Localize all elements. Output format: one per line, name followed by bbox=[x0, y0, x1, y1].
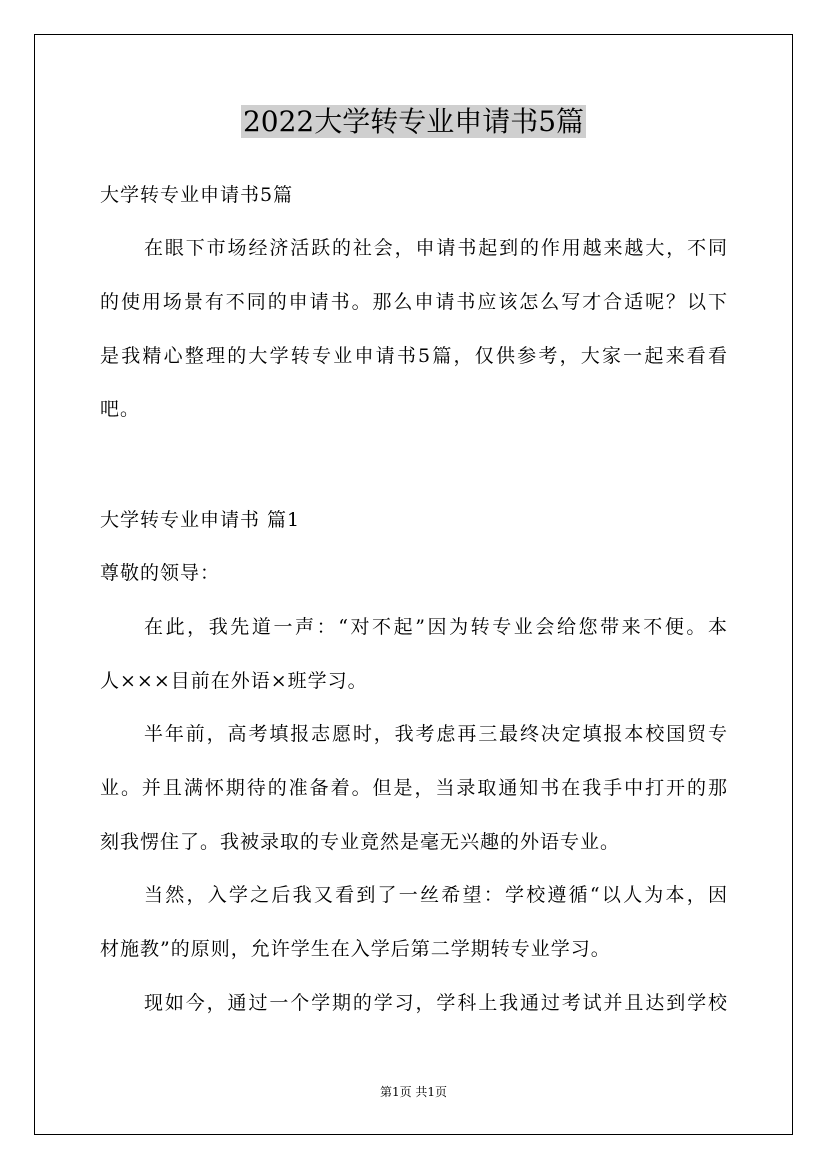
paragraph-line: 材施教”的原则，允许学生在入学后第二学期转专业学习。 bbox=[100, 938, 611, 960]
document-title: 2022大学转专业申请书5篇 bbox=[242, 105, 585, 138]
section-heading: 大学转专业申请书5篇 bbox=[100, 184, 294, 206]
salutation: 尊敬的领导： bbox=[100, 562, 221, 584]
paragraph-line: 现如今，通过一个学期的学习，学科上我通过考试并且达到学校 bbox=[144, 992, 728, 1014]
paragraph-line: 是我精心整理的大学转专业申请书5篇，仅供参考，大家一起来看看 bbox=[100, 345, 728, 367]
paragraph-line: 刻我愣住了。我被录取的专业竟然是毫无兴趣的外语专业。 bbox=[100, 831, 621, 853]
paragraph-line: 当然，入学之后我又看到了一丝希望：学校遵循“以人为本，因 bbox=[144, 884, 728, 906]
page-number: 第1页 共1页 bbox=[379, 1085, 448, 1099]
section-heading: 大学转专业申请书 篇1 bbox=[100, 509, 301, 531]
paragraph-line: 的使用场景有不同的申请书。那么申请书应该怎么写才合适呢？以下 bbox=[100, 291, 728, 313]
paragraph-line: 人×××目前在外语×班学习。 bbox=[100, 670, 368, 692]
paragraph-line: 在眼下市场经济活跃的社会，申请书起到的作用越来越大，不同 bbox=[144, 237, 728, 259]
paragraph-line: 在此，我先道一声：“对不起”因为转专业会给您带来不便。本 bbox=[144, 616, 728, 638]
paragraph-line: 业。并且满怀期待的准备着。但是，当录取通知书在我手中打开的那 bbox=[100, 777, 728, 799]
paragraph-line: 吧。 bbox=[100, 398, 141, 420]
paragraph-line: 半年前，高考填报志愿时，我考虑再三最终决定填报本校国贸专 bbox=[144, 723, 728, 745]
